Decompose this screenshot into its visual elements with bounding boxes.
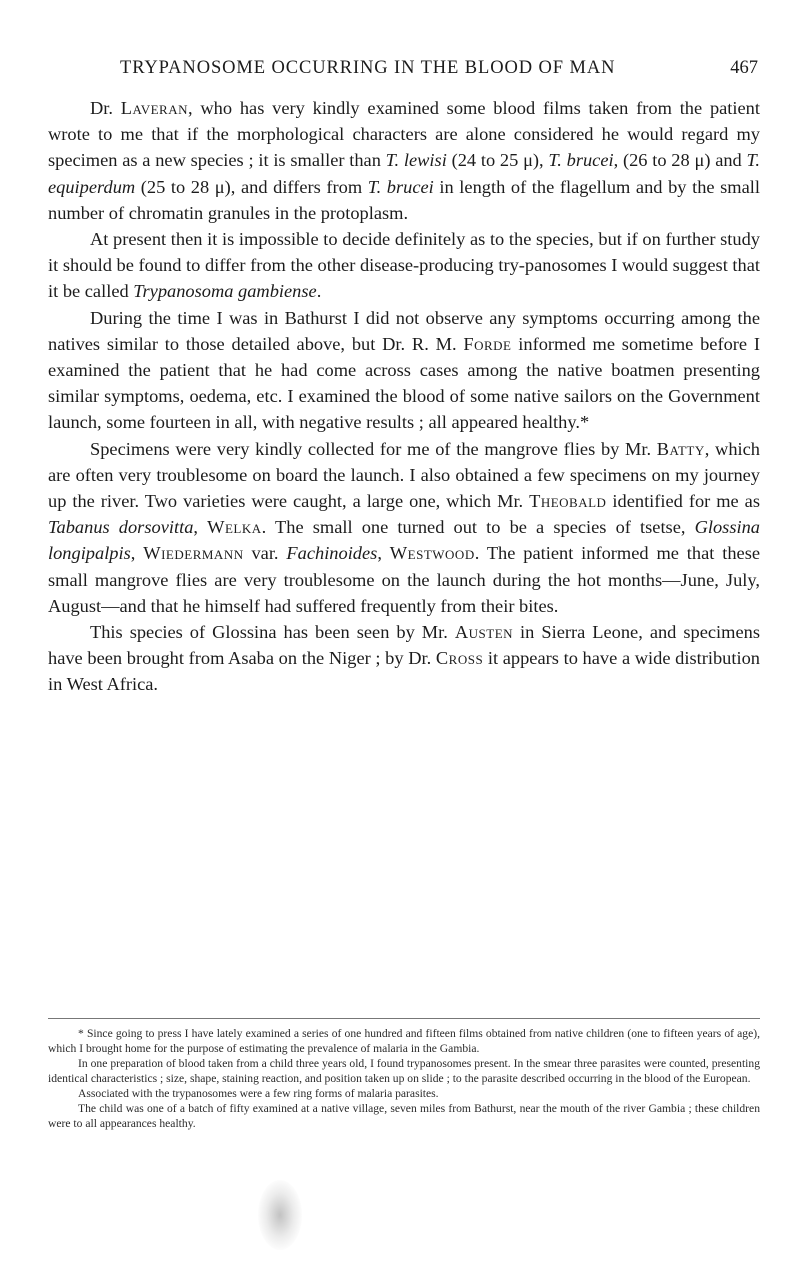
author-name: Welka (207, 517, 262, 538)
footnote-4: The child was one of a batch of fifty examined at a native village, seven miles from Bathurst, near the mouth of the river Gambia ; these children were to all appearances healthy. (48, 1102, 760, 1130)
author-name: Austen (454, 622, 514, 643)
species-name: Tabanus dorsovitta (48, 517, 194, 538)
species-name: T. equiperdum (48, 150, 760, 197)
author-name: Cross (435, 648, 484, 669)
author-name: Laveran (120, 98, 189, 118)
paragraph-3: During the time I was in Bathurst I did not observe any symptoms occurring among the natives similar to those detailed above, but Dr. R. M. Forde informed me sometime before I examined the patient that he had come across cases among the native boatmen presenting similar symptoms, oedema, etc. I examined the blood of some native sailors on the Government launch, some fourteen in all, with negative results ; all appeared healthy.* (48, 307, 760, 433)
author-name: Batty (656, 438, 705, 459)
page-number: 467 (730, 58, 758, 78)
species-name: T. lewisi (385, 150, 447, 171)
author-name: Wiedermann (143, 543, 244, 564)
page-header (48, 58, 760, 86)
paragraph-2: At present then it is impossible to decide definitely as to the species, but if on further study it should be found to differ from the other disease-producing try-panosomes I would suggest that it be called Trypanosoma gambiense. (48, 229, 760, 302)
author-name: Forde (463, 333, 512, 354)
author-name: Westwood (389, 543, 475, 564)
footnote-1: * Since going to press I have lately examined a series of one hundred and fifteen films obtained from native children (one to fifteen years of age), which I brought home for the purpose of estimating the prevalence of malaria in the Gambia. (48, 1027, 760, 1055)
species-name: T. brucei (367, 176, 434, 197)
main-text (48, 95, 760, 698)
species-name: Glossina longipalpis (48, 517, 760, 564)
paragraph-1: Dr. Laveran, who has very kindly examined some blood films taken from the patient wrote to me that if the morphological characters are alone considered he would regard my specimen as a new species ; it is smaller than T. lewisi (24 to 25 μ), T. brucei, (26 to 28 μ) and T. equiperdum (25 to 28 μ), and differs from T. brucei in length of the flagellum and by the small number of chromatin granules in the protoplasm. (48, 98, 760, 223)
species-name: T. brucei (548, 150, 614, 171)
footnote-3: Associated with the trypanosomes were a few ring forms of malaria parasites. (78, 1087, 439, 1100)
species-name: Fachinoides (286, 543, 378, 564)
paper-smudge (258, 1180, 302, 1250)
paragraph-5: This species of Glossina has been seen by Mr. Austen in Sierra Leone, and specimens have been brought from Asaba on the Niger ; by Dr. Cross it appears to have a wide distribution in West Africa. (48, 622, 760, 695)
footnote-2: In one preparation of blood taken from a child three years old, I found trypanosomes present. In the smear three parasites were counted, presenting identical characteristics ; size, shape, staining reaction, and position taken up on slide ; to the parasite described occurring in the blood of the European. (48, 1057, 760, 1085)
author-name: Theobald (529, 491, 607, 512)
footnotes (48, 1026, 760, 1131)
footnote-divider (48, 1018, 760, 1019)
running-title: TRYPANOSOME OCCURRING IN THE BLOOD OF MAN (120, 58, 616, 78)
species-name: Trypanosoma gambiense (133, 281, 317, 302)
paragraph-4: Specimens were very kindly collected for me of the mangrove flies by Mr. Batty, which are often very troublesome on board the launch. I also obtained a few specimens on my journey up the river. Two varieties were caught, a large one, which Mr. Theobald identified for me as Tabanus dorsovitta, Welka. The small one turned out to be a species of tsetse, Glossina longipalpis, Wiedermann var. Fachinoides, Westwood. The patient informed me that these small mangrove flies are very troublesome on the launch during the hot months—June, July, August—and that he himself had suffered frequently from their bites. (48, 438, 761, 616)
